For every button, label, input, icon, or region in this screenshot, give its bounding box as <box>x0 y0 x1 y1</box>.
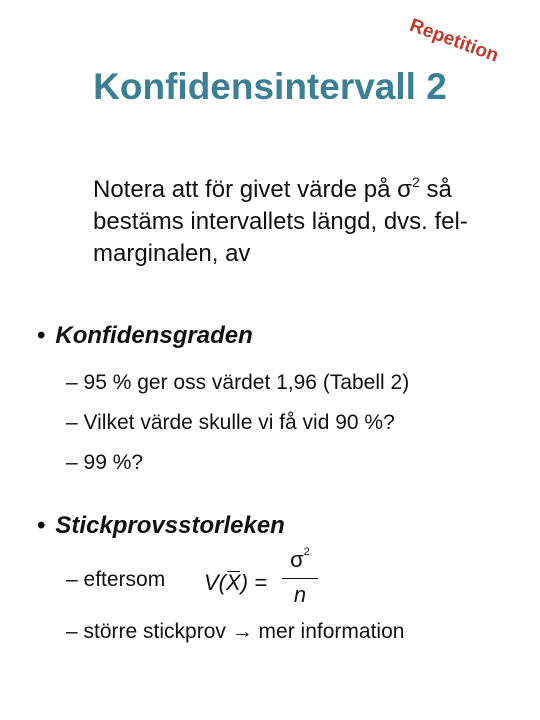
formula-close: ) = <box>240 570 267 595</box>
formula-numerator-sup: 2 <box>303 546 310 558</box>
sub-item: – 99 %? <box>66 451 144 474</box>
bullet-dot: • <box>37 512 46 539</box>
slide-title: Konfidensintervall 2 <box>93 66 447 107</box>
bullet-label: Stickprovsstorleken <box>55 512 285 539</box>
fraction-bar <box>282 578 318 579</box>
intro-superscript: 2 <box>411 174 420 190</box>
formula-func: V( <box>204 570 226 595</box>
repetition-stamp: Repetition <box>406 15 502 67</box>
bullet-konfidensgraden <box>37 322 253 350</box>
intro-text-before: Notera att för givet värde på σ <box>93 176 412 203</box>
formula-x-bar: X <box>226 570 241 595</box>
formula-fraction <box>282 546 318 609</box>
bullet-label: Konfidensgraden <box>55 322 253 349</box>
intro-text-after: så bestäms intervallets längd, dvs. fel-marginalen, av <box>93 176 468 267</box>
sub-item: – eftersom <box>66 568 166 591</box>
formula-denominator: n <box>293 582 307 607</box>
formula-lhs <box>204 570 267 596</box>
formula-numerator <box>282 546 318 574</box>
bullet-dot: • <box>37 322 46 349</box>
formula-sigma: σ <box>290 547 304 572</box>
sub-item: – 95 % ger oss värdet 1,96 (Tabell 2) <box>66 371 410 394</box>
intro-paragraph <box>93 174 513 270</box>
sub-item: – större stickprov → mer information <box>66 620 405 643</box>
bullet-stickprovsstorleken <box>37 512 285 540</box>
sub-item: – Vilket värde skulle vi få vid 90 %? <box>66 411 395 434</box>
